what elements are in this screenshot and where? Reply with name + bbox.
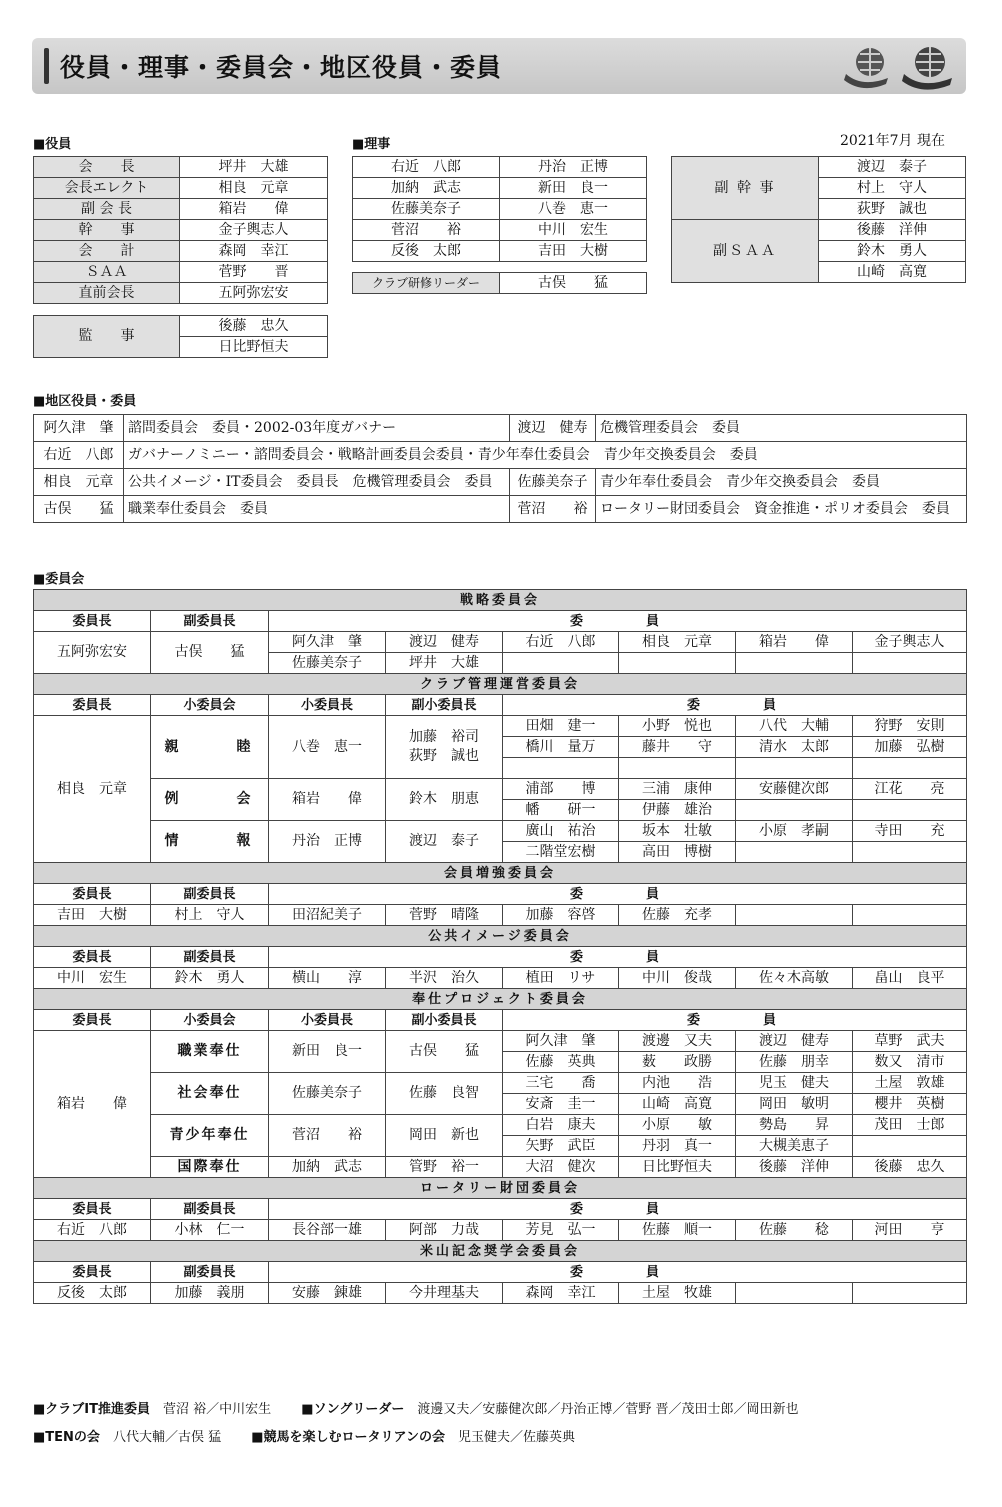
district-role: 諮問委員会 委員・2002-03年度ガバナー bbox=[124, 415, 510, 442]
director-name: 右近 八郎 bbox=[353, 157, 500, 178]
director-name: 佐藤美奈子 bbox=[353, 199, 500, 220]
deputy-row bbox=[672, 157, 966, 178]
foundation-title: ロータリー財団委員会 bbox=[34, 1178, 967, 1199]
district-role: ロータリー財団委員会 資金推進・ポリオ委員会 委員 bbox=[596, 496, 967, 523]
deputy-name: 村上 守人 bbox=[819, 178, 966, 199]
deputy-name: 荻野 誠也 bbox=[819, 199, 966, 220]
service-member bbox=[853, 1136, 967, 1157]
club-admin-chair: 相良 元章 bbox=[34, 716, 151, 863]
officer-name: 金子輿志人 bbox=[180, 220, 328, 241]
service-member: 日比野恒夫 bbox=[619, 1157, 736, 1178]
col-header-members: 委 員 bbox=[269, 884, 967, 905]
district-table bbox=[33, 414, 967, 523]
leader-table bbox=[352, 272, 647, 294]
foundation-member: 阿部 力哉 bbox=[386, 1220, 503, 1241]
district-role: 職業奉仕委員会 委員 bbox=[124, 496, 510, 523]
col-header-chair: 委員長 bbox=[34, 1010, 151, 1031]
public-image-member: 佐々木高敏 bbox=[736, 968, 853, 989]
page-title: 役員・理事・委員会・地区役員・委員 bbox=[60, 53, 503, 82]
deputy-name: 渡辺 泰子 bbox=[819, 157, 966, 178]
public-image-member: 半沢 治久 bbox=[386, 968, 503, 989]
footer-line-1 bbox=[33, 1398, 798, 1417]
officers-heading: ■役員 bbox=[33, 137, 72, 152]
leader-role: クラブ研修リーダー bbox=[353, 273, 500, 294]
officer-name: 菅野 晋 bbox=[180, 262, 328, 283]
subcommittee-name: 例 会 bbox=[151, 779, 269, 821]
strategy-member: 右近 八郎 bbox=[503, 632, 619, 653]
strategy-member: 佐藤美奈子 bbox=[269, 653, 386, 674]
director-row bbox=[353, 178, 647, 199]
subcommittee-vice-name: 加藤 裕司 bbox=[409, 729, 479, 745]
service-member: 岡田 敏明 bbox=[736, 1094, 853, 1115]
subcommittee-member: 廣山 祐治 bbox=[503, 821, 619, 842]
strategy-member: 阿久津 肇 bbox=[269, 632, 386, 653]
public-image-member: 植田 リサ bbox=[503, 968, 619, 989]
officer-role: 会 長 bbox=[34, 157, 180, 178]
officer-name: 坪井 大雄 bbox=[180, 157, 328, 178]
deputy-name: 山崎 高寛 bbox=[819, 262, 966, 283]
subcommittee-member bbox=[853, 800, 967, 821]
subcommittee-member: 江花 亮 bbox=[853, 779, 967, 800]
subcommittee-chair: 箱岩 偉 bbox=[269, 779, 386, 821]
yoneyama-member bbox=[736, 1283, 853, 1304]
col-header-chair: 委員長 bbox=[34, 1262, 151, 1283]
officer-row bbox=[34, 241, 328, 262]
strategy-member bbox=[736, 653, 853, 674]
officer-row bbox=[34, 283, 328, 304]
directors-table bbox=[352, 156, 647, 262]
subcommittee-member bbox=[853, 758, 967, 779]
service-member: 数又 清市 bbox=[853, 1052, 967, 1073]
subcommittee-member: 藤井 守 bbox=[619, 737, 736, 758]
district-role: 公共イメージ・IT委員会 委員長 危機管理委員会 委員 bbox=[124, 469, 510, 496]
public-image-chair: 中川 宏生 bbox=[34, 968, 151, 989]
col-header-chair: 委員長 bbox=[34, 1199, 151, 1220]
director-row bbox=[353, 220, 647, 241]
service-member: 内池 浩 bbox=[619, 1073, 736, 1094]
director-name: 中川 宏生 bbox=[500, 220, 647, 241]
director-name: 丹治 正博 bbox=[500, 157, 647, 178]
deputy-name: 鈴木 勇人 bbox=[819, 241, 966, 262]
foundation-member: 河田 亨 bbox=[853, 1220, 967, 1241]
membership-member bbox=[853, 905, 967, 926]
officer-role: 副 会 長 bbox=[34, 199, 180, 220]
strategy-title: 戦略委員会 bbox=[34, 590, 967, 611]
service-subcommittee-name: 青少年奉仕 bbox=[151, 1115, 269, 1157]
service-member: 勢島 昇 bbox=[736, 1115, 853, 1136]
district-name: 菅沼 裕 bbox=[510, 496, 596, 523]
col-header-members: 委 員 bbox=[503, 1010, 967, 1031]
director-name: 菅沼 裕 bbox=[353, 220, 500, 241]
service-member: 丹羽 真一 bbox=[619, 1136, 736, 1157]
col-header-subcommittee: 小委員会 bbox=[151, 695, 269, 716]
district-row bbox=[34, 442, 967, 469]
subcommittee-member bbox=[619, 758, 736, 779]
subcommittee-chair: 丹治 正博 bbox=[269, 821, 386, 863]
officer-row bbox=[34, 157, 328, 178]
col-header-members: 委 員 bbox=[269, 1199, 967, 1220]
service-subcommittee-vice: 佐藤 良智 bbox=[386, 1073, 503, 1115]
director-row bbox=[353, 241, 647, 262]
subcommittee-name: 親 睦 bbox=[151, 716, 269, 779]
service-member: 大槻美恵子 bbox=[736, 1136, 853, 1157]
foundation-chair: 右近 八郎 bbox=[34, 1220, 151, 1241]
public-image-member: 中川 俊哉 bbox=[619, 968, 736, 989]
subcommittee-member: 狩野 安則 bbox=[853, 716, 967, 737]
service-member: 佐藤 朋幸 bbox=[736, 1052, 853, 1073]
district-role: 危機管理委員会 委員 bbox=[596, 415, 967, 442]
director-row bbox=[353, 199, 647, 220]
service-member: 山崎 高寛 bbox=[619, 1094, 736, 1115]
district-name: 相良 元章 bbox=[34, 469, 124, 496]
subcommittee-vice bbox=[386, 716, 503, 779]
public-image-member: 畠山 良平 bbox=[853, 968, 967, 989]
col-header-vice: 副委員長 bbox=[151, 1199, 269, 1220]
district-name: 渡辺 健寿 bbox=[510, 415, 596, 442]
auditor-name-1: 後藤 忠久 bbox=[180, 316, 328, 337]
strategy-member: 渡辺 健寿 bbox=[386, 632, 503, 653]
strategy-member: 箱岩 偉 bbox=[736, 632, 853, 653]
service-subcommittee-vice: 管野 裕一 bbox=[386, 1157, 503, 1178]
subcommittee-member: 三浦 康伸 bbox=[619, 779, 736, 800]
service-subcommittee-chair: 菅沼 裕 bbox=[269, 1115, 386, 1157]
subcommittee-member: 八代 大輔 bbox=[736, 716, 853, 737]
service-member: 後藤 洋伸 bbox=[736, 1157, 853, 1178]
service-member: 大沼 健次 bbox=[503, 1157, 619, 1178]
rotary-hands-icon bbox=[842, 44, 894, 90]
district-name: 古俣 猛 bbox=[34, 496, 124, 523]
membership-member: 加藤 容啓 bbox=[503, 905, 619, 926]
col-header-vice: 副委員長 bbox=[151, 947, 269, 968]
col-header-subvice: 副小委員長 bbox=[386, 1010, 503, 1031]
footer-keiba-names: 児玉健夫／佐藤英典 bbox=[458, 1430, 576, 1445]
service-subcommittee-name: 国際奉仕 bbox=[151, 1157, 269, 1178]
strategy-member bbox=[503, 653, 619, 674]
strategy-member bbox=[853, 653, 967, 674]
yoneyama-title: 米山記念奨学会委員会 bbox=[34, 1241, 967, 1262]
officer-name: 相良 元章 bbox=[180, 178, 328, 199]
officer-row bbox=[34, 262, 328, 283]
membership-member: 田沼紀美子 bbox=[269, 905, 386, 926]
leader-name: 古俣 猛 bbox=[500, 273, 647, 294]
subcommittee-member: 幡 研一 bbox=[503, 800, 619, 821]
membership-vice: 村上 守人 bbox=[151, 905, 269, 926]
officer-row bbox=[34, 220, 328, 241]
subcommittee-name: 情 報 bbox=[151, 821, 269, 863]
district-name: 阿久津 肇 bbox=[34, 415, 124, 442]
district-name: 右近 八郎 bbox=[34, 442, 124, 469]
membership-member: 菅野 晴隆 bbox=[386, 905, 503, 926]
strategy-chair: 五阿弥宏安 bbox=[34, 632, 151, 674]
col-header-vice: 副委員長 bbox=[151, 611, 269, 632]
service-member: 土屋 敦雄 bbox=[853, 1073, 967, 1094]
foundation-member: 佐藤 順一 bbox=[619, 1220, 736, 1241]
director-name: 八巻 恵一 bbox=[500, 199, 647, 220]
subcommittee-member: 加藤 弘樹 bbox=[853, 737, 967, 758]
footer-ten-names: 八代大輔／古俣 猛 bbox=[112, 1430, 222, 1445]
service-subcommittee-chair: 佐藤美奈子 bbox=[269, 1073, 386, 1115]
officer-name: 五阿弥宏安 bbox=[180, 283, 328, 304]
subcommittee-vice: 鈴木 朋恵 bbox=[386, 779, 503, 821]
district-role: 青少年奉仕委員会 青少年交換委員会 委員 bbox=[596, 469, 967, 496]
as-of-date: 2021年7月 現在 bbox=[840, 133, 945, 149]
strategy-member: 金子輿志人 bbox=[853, 632, 967, 653]
auditor-role: 監 事 bbox=[34, 316, 180, 358]
officer-name: 箱岩 偉 bbox=[180, 199, 328, 220]
col-header-subchair: 小委員長 bbox=[269, 695, 386, 716]
district-role: ガバナーノミニー・諮問委員会・戦略計画委員会委員・青少年奉仕委員会 青少年交換委員会 委員 bbox=[124, 442, 967, 469]
director-name: 新田 良一 bbox=[500, 178, 647, 199]
public-image-title: 公共イメージ委員会 bbox=[34, 926, 967, 947]
subcommittee-member: 寺田 充 bbox=[853, 821, 967, 842]
district-row bbox=[34, 415, 967, 442]
service-member: 薮 政勝 bbox=[619, 1052, 736, 1073]
footer-line-2 bbox=[33, 1426, 575, 1445]
service-member: 安斎 圭一 bbox=[503, 1094, 619, 1115]
director-name: 反後 太郎 bbox=[353, 241, 500, 262]
subcommittee-member: 田畑 建一 bbox=[503, 716, 619, 737]
strategy-vice: 古俣 猛 bbox=[151, 632, 269, 674]
rotary-hands-icon-2 bbox=[900, 44, 956, 90]
membership-chair: 吉田 大樹 bbox=[34, 905, 151, 926]
yoneyama-member bbox=[853, 1283, 967, 1304]
officer-row bbox=[34, 178, 328, 199]
foundation-member: 芳見 弘一 bbox=[503, 1220, 619, 1241]
service-member: 三宅 喬 bbox=[503, 1073, 619, 1094]
col-header-members: 委 員 bbox=[269, 1262, 967, 1283]
directors-heading: ■理事 bbox=[352, 137, 391, 152]
subcommittee-member: 清水 太郎 bbox=[736, 737, 853, 758]
yoneyama-chair: 反後 太郎 bbox=[34, 1283, 151, 1304]
col-header-chair: 委員長 bbox=[34, 611, 151, 632]
service-member: 櫻井 英樹 bbox=[853, 1094, 967, 1115]
district-name: 佐藤美奈子 bbox=[510, 469, 596, 496]
subcommittee-vice: 渡辺 泰子 bbox=[386, 821, 503, 863]
club-admin-title: クラブ管理運営委員会 bbox=[34, 674, 967, 695]
deputy-role: 副 幹 事 bbox=[672, 157, 819, 220]
deputy-row bbox=[672, 220, 966, 241]
col-header-members: 委 員 bbox=[503, 695, 967, 716]
col-header-vice: 副委員長 bbox=[151, 884, 269, 905]
director-row bbox=[353, 157, 647, 178]
subcommittee-member bbox=[736, 800, 853, 821]
strategy-member bbox=[619, 653, 736, 674]
service-member: 後藤 忠久 bbox=[853, 1157, 967, 1178]
subcommittee-member: 安藤健次郎 bbox=[736, 779, 853, 800]
officer-role: 会長エレクト bbox=[34, 178, 180, 199]
service-subcommittee-name: 社会奉仕 bbox=[151, 1073, 269, 1115]
service-member: 小原 敏 bbox=[619, 1115, 736, 1136]
col-header-members: 委 員 bbox=[269, 611, 967, 632]
footer-song-label: ■ソングリーダー bbox=[301, 1402, 405, 1417]
yoneyama-member: 森岡 幸江 bbox=[503, 1283, 619, 1304]
yoneyama-member: 安藤 錬雄 bbox=[269, 1283, 386, 1304]
service-subcommittee-name: 職業奉仕 bbox=[151, 1031, 269, 1073]
officers-table bbox=[33, 156, 328, 304]
service-member: 渡邊 又夫 bbox=[619, 1031, 736, 1052]
foundation-member: 長谷部一雄 bbox=[269, 1220, 386, 1241]
membership-member bbox=[736, 905, 853, 926]
subcommittee-member: 坂本 壮敏 bbox=[619, 821, 736, 842]
subcommittee-member: 橋川 量万 bbox=[503, 737, 619, 758]
service-subcommittee-chair: 新田 良一 bbox=[269, 1031, 386, 1073]
subcommittee-member: 小原 孝嗣 bbox=[736, 821, 853, 842]
district-heading: ■地区役員・委員 bbox=[33, 394, 137, 409]
membership-title: 会員増強委員会 bbox=[34, 863, 967, 884]
footer-it-label: ■クラブIT推進委員 bbox=[33, 1402, 150, 1417]
service-member: 佐藤 英典 bbox=[503, 1052, 619, 1073]
service-subcommittee-chair: 加納 武志 bbox=[269, 1157, 386, 1178]
footer-ten-label: ■TENの会 bbox=[33, 1430, 100, 1445]
service-member: 草野 武夫 bbox=[853, 1031, 967, 1052]
subcommittee-chair: 八巻 恵一 bbox=[269, 716, 386, 779]
service-member: 児玉 健夫 bbox=[736, 1073, 853, 1094]
strategy-member: 坪井 大雄 bbox=[386, 653, 503, 674]
service-member: 茂田 士郎 bbox=[853, 1115, 967, 1136]
district-row bbox=[34, 496, 967, 523]
auditor-table bbox=[33, 315, 328, 358]
subcommittee-member: 小野 悦也 bbox=[619, 716, 736, 737]
col-header-chair: 委員長 bbox=[34, 947, 151, 968]
district-row bbox=[34, 469, 967, 496]
public-image-vice: 鈴木 勇人 bbox=[151, 968, 269, 989]
footer-keiba-label: ■競馬を楽しむロータリアンの会 bbox=[251, 1430, 445, 1445]
officer-name: 森岡 幸江 bbox=[180, 241, 328, 262]
officer-role: 会 計 bbox=[34, 241, 180, 262]
title-accent-bar bbox=[44, 48, 49, 84]
foundation-vice: 小林 仁一 bbox=[151, 1220, 269, 1241]
col-header-vice: 副委員長 bbox=[151, 1262, 269, 1283]
subcommittee-member: 伊藤 雄治 bbox=[619, 800, 736, 821]
col-header-members: 委 員 bbox=[269, 947, 967, 968]
public-image-member: 横山 淳 bbox=[269, 968, 386, 989]
yoneyama-vice: 加藤 義朋 bbox=[151, 1283, 269, 1304]
subcommittee-member: 浦部 博 bbox=[503, 779, 619, 800]
title-banner bbox=[32, 38, 966, 94]
director-name: 吉田 大樹 bbox=[500, 241, 647, 262]
director-name: 加納 武志 bbox=[353, 178, 500, 199]
deputies-table bbox=[671, 156, 966, 283]
auditor-name-2: 日比野恒夫 bbox=[180, 337, 328, 358]
col-header-chair: 委員長 bbox=[34, 884, 151, 905]
subcommittee-member bbox=[853, 842, 967, 863]
footer-song-names: 渡邊又夫／安藤健次郎／丹治正博／菅野 晋／茂田士郎／岡田新也 bbox=[417, 1402, 799, 1417]
deputy-role: 副ＳＡＡ bbox=[672, 220, 819, 283]
deputy-name: 後藤 洋伸 bbox=[819, 220, 966, 241]
service-member: 白岩 康夫 bbox=[503, 1115, 619, 1136]
col-header-subvice: 副小委員長 bbox=[386, 695, 503, 716]
col-header-subcommittee: 小委員会 bbox=[151, 1010, 269, 1031]
strategy-member: 相良 元章 bbox=[619, 632, 736, 653]
officer-role: ＳＡＡ bbox=[34, 262, 180, 283]
yoneyama-member: 今井理基夫 bbox=[386, 1283, 503, 1304]
subcommittee-member: 高田 博樹 bbox=[619, 842, 736, 863]
service-member: 渡辺 健寿 bbox=[736, 1031, 853, 1052]
service-chair: 箱岩 偉 bbox=[34, 1031, 151, 1178]
yoneyama-member: 土屋 牧雄 bbox=[619, 1283, 736, 1304]
service-member: 矢野 武臣 bbox=[503, 1136, 619, 1157]
service-title: 奉仕プロジェクト委員会 bbox=[34, 989, 967, 1010]
service-subcommittee-vice: 岡田 新也 bbox=[386, 1115, 503, 1157]
committees-table bbox=[33, 589, 967, 1304]
officer-role: 直前会長 bbox=[34, 283, 180, 304]
officer-row bbox=[34, 199, 328, 220]
service-subcommittee-vice: 古俣 猛 bbox=[386, 1031, 503, 1073]
subcommittee-member bbox=[503, 758, 619, 779]
subcommittee-member bbox=[736, 842, 853, 863]
membership-member: 佐藤 充孝 bbox=[619, 905, 736, 926]
footer-it-names: 菅沼 裕／中川宏生 bbox=[163, 1402, 272, 1417]
subcommittee-vice-name: 荻野 誠也 bbox=[409, 748, 479, 764]
service-member: 阿久津 肇 bbox=[503, 1031, 619, 1052]
subcommittee-member: 二階堂宏樹 bbox=[503, 842, 619, 863]
foundation-member: 佐藤 稔 bbox=[736, 1220, 853, 1241]
officer-role: 幹 事 bbox=[34, 220, 180, 241]
col-header-subchair: 小委員長 bbox=[269, 1010, 386, 1031]
col-header-chair: 委員長 bbox=[34, 695, 151, 716]
subcommittee-member bbox=[736, 758, 853, 779]
committees-heading: ■委員会 bbox=[33, 572, 85, 587]
